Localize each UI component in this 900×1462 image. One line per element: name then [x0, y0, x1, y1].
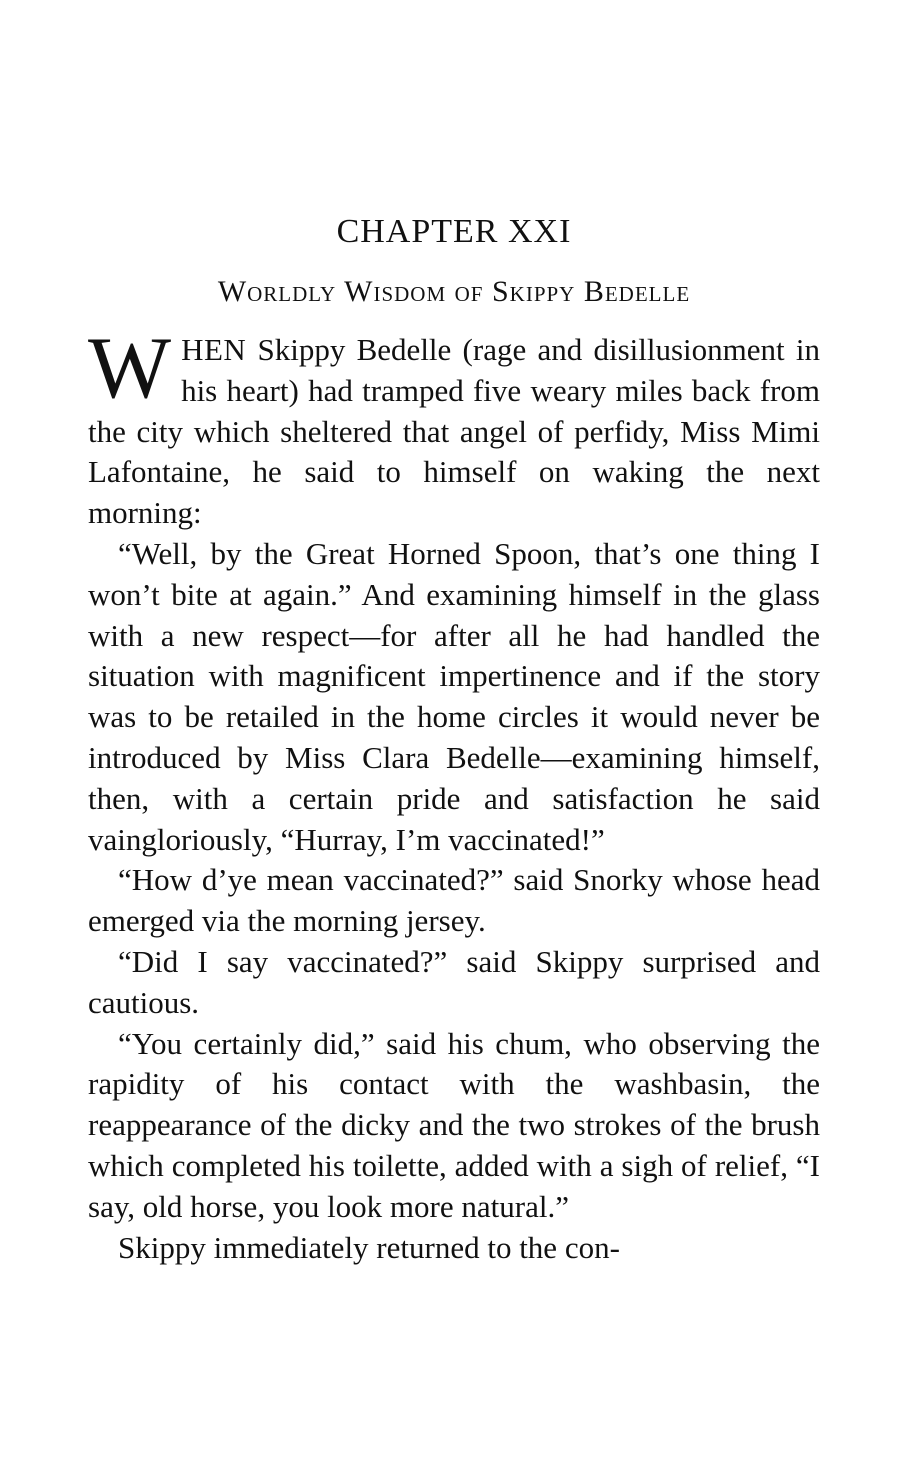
paragraph: [88, 942, 820, 1024]
drop-cap: W: [88, 320, 172, 417]
paragraph-text: Skippy immediately returned to the con-: [118, 1229, 620, 1265]
lead-caps: HEN: [181, 332, 247, 367]
paragraph-text: “Did I say vaccinated?” said Skippy surprised and cautious.: [88, 943, 820, 1020]
paragraph-text: “Well, by the Great Horned Spoon, that’s one thing I won’t bite at again.” And examining himself in the glass with a new respect—for after all he had handled the situation with magnificent impertinence and if the story was to be retailed in the home circles it would never be introduced by Miss Clara Bedelle—examining himself, then, with a certain pride and satisfaction he said vaingloriously, “Hurray, I’m vaccinated!”: [88, 535, 820, 857]
paragraph-text: Skippy Bedelle (rage and disillusionment in his heart) had tramped five weary miles back from the city which sheltered that angel of perfidy, Miss Mimi Lafontaine, he said to himself on waking the next morning:: [88, 332, 820, 531]
paragraph: [88, 1228, 820, 1269]
paragraph-text: “How d’ye mean vaccinated?” said Snorky whose head emerged via the morning jersey.: [88, 862, 820, 939]
book-page: [88, 0, 820, 1462]
chapter-heading: CHAPTER XXI: [336, 213, 572, 250]
paragraph: [88, 1024, 820, 1228]
body-text: [88, 320, 820, 1268]
paragraph: [88, 860, 820, 942]
paragraph: [88, 320, 820, 534]
chapter-title: Worldly Wisdom of Skippy Bedelle: [217, 275, 691, 308]
paragraph: [88, 534, 820, 860]
paragraph-text: “You certainly did,” said his chum, who observing the rapidity of his contact with the washbasin, the reappearance of the dicky and the two strokes of the brush which completed his toilette, added with a sigh of relief, “I say, old horse, you look more natural.”: [88, 1025, 820, 1224]
